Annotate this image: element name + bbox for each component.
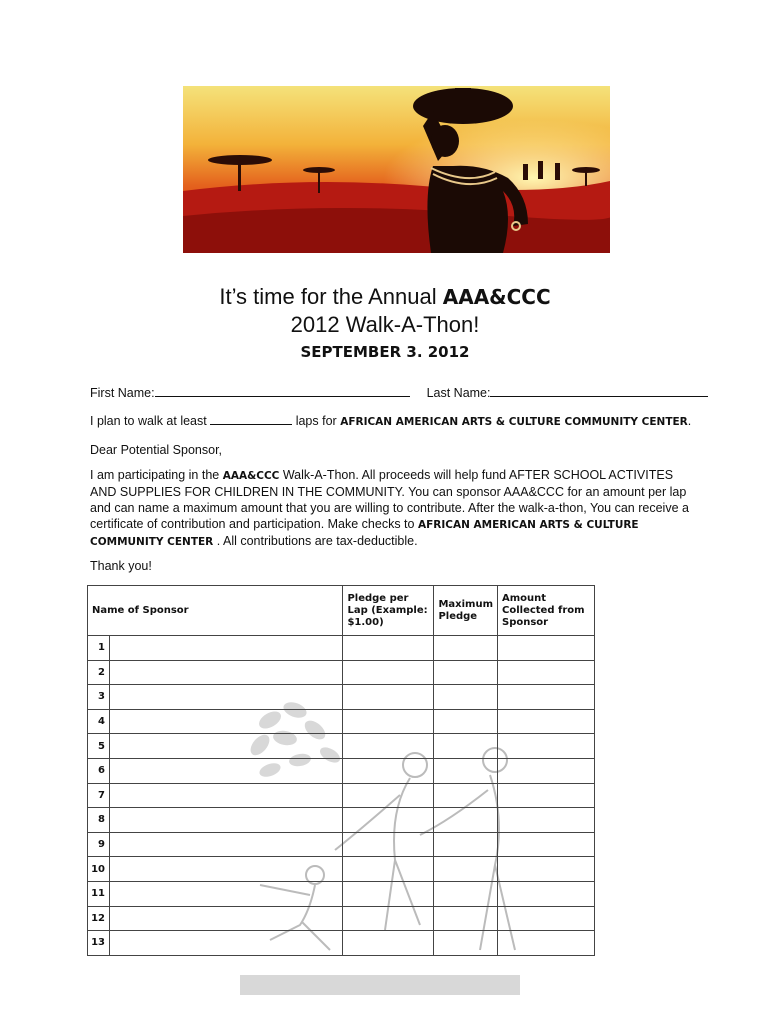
- letter-org-short: AAA&CCC: [222, 470, 280, 482]
- sponsor-name-cell[interactable]: [110, 881, 343, 906]
- max-cell[interactable]: [434, 685, 498, 710]
- letter-org-full: AFRICAN AMERICAN ARTS & CULTURE COMMUNITY CENTER: [90, 519, 639, 548]
- table-row: [88, 685, 595, 710]
- row-number: 8: [88, 808, 110, 833]
- table-header-row: [88, 586, 595, 636]
- table-row: [88, 906, 595, 931]
- letter-text-b: Walk-A-Thon. All proceeds will help fund AFTER SCHOOL ACTIVITES AND SUPPLIES FOR CHILDREN IN THE COMMUNITY. You can sponsor AAA&CCC for an amount per lap and can name a maximum amount that you are willing to contribute. After the walk-a-thon, You can receive a certificate of contribution and participation. Make checks to: [90, 468, 689, 531]
- sponsor-name-cell[interactable]: [110, 660, 343, 685]
- table-row: [88, 857, 595, 882]
- amount-cell[interactable]: [498, 660, 595, 685]
- last-name-field[interactable]: [490, 386, 708, 397]
- max-cell[interactable]: [434, 808, 498, 833]
- row-number: 3: [88, 685, 110, 710]
- row-number: 7: [88, 783, 110, 808]
- african-woman-sunset-icon: [183, 86, 610, 253]
- table-row: [88, 734, 595, 759]
- pledge-cell[interactable]: [343, 931, 434, 956]
- header-amount-collected: Amount Collected from Sponsor: [498, 586, 595, 636]
- max-cell[interactable]: [434, 881, 498, 906]
- max-cell[interactable]: [434, 636, 498, 661]
- pledge-cell[interactable]: [343, 906, 434, 931]
- pledge-cell[interactable]: [343, 881, 434, 906]
- laps-line: [90, 414, 691, 428]
- pledge-cell[interactable]: [343, 660, 434, 685]
- amount-cell[interactable]: [498, 808, 595, 833]
- amount-cell[interactable]: [498, 734, 595, 759]
- pledge-cell[interactable]: [343, 709, 434, 734]
- header-pledge-per-lap: Pledge per Lap (Example: $1.00): [343, 586, 434, 636]
- event-date: SEPTEMBER 3. 2012: [300, 343, 470, 361]
- letter-text-a: I am participating in the: [90, 468, 223, 482]
- last-name-label: Last Name:: [426, 386, 491, 400]
- table-row: [88, 783, 595, 808]
- max-cell[interactable]: [434, 931, 498, 956]
- pledge-cell[interactable]: [343, 758, 434, 783]
- row-number: 6: [88, 758, 110, 783]
- sponsor-name-cell[interactable]: [110, 832, 343, 857]
- table-row: [88, 636, 595, 661]
- org-name: AFRICAN AMERICAN ARTS & CULTURE COMMUNITY CENTER: [340, 416, 688, 428]
- pledge-cell[interactable]: [343, 636, 434, 661]
- pledge-cell[interactable]: [343, 857, 434, 882]
- row-number: 9: [88, 832, 110, 857]
- amount-cell[interactable]: [498, 931, 595, 956]
- sponsor-table: [87, 585, 595, 956]
- max-cell[interactable]: [434, 857, 498, 882]
- period: .: [687, 414, 692, 428]
- max-cell[interactable]: [434, 832, 498, 857]
- pledge-cell[interactable]: [343, 783, 434, 808]
- max-cell[interactable]: [434, 660, 498, 685]
- max-cell[interactable]: [434, 758, 498, 783]
- pledge-cell[interactable]: [343, 808, 434, 833]
- row-number: 2: [88, 660, 110, 685]
- table-row: [88, 758, 595, 783]
- table-row: [88, 808, 595, 833]
- amount-cell[interactable]: [498, 709, 595, 734]
- letter-text-c: . All contributions are tax-deductible.: [213, 534, 418, 548]
- title-line-2: 2012 Walk-A-Thon!: [290, 312, 480, 337]
- sponsor-name-cell[interactable]: [110, 758, 343, 783]
- sponsor-name-cell[interactable]: [110, 685, 343, 710]
- sponsor-name-cell[interactable]: [110, 734, 343, 759]
- amount-cell[interactable]: [498, 685, 595, 710]
- max-cell[interactable]: [434, 709, 498, 734]
- name-fields-line: [90, 386, 708, 400]
- max-cell[interactable]: [434, 906, 498, 931]
- laps-field[interactable]: [210, 414, 292, 425]
- header-maximum-pledge: Maximum Pledge: [434, 586, 498, 636]
- amount-cell[interactable]: [498, 881, 595, 906]
- title-line-1: It’s time for the Annual AAA&CCC: [219, 284, 551, 309]
- max-cell[interactable]: [434, 783, 498, 808]
- row-number: 10: [88, 857, 110, 882]
- pledge-cell[interactable]: [343, 685, 434, 710]
- amount-cell[interactable]: [498, 832, 595, 857]
- table-row: [88, 709, 595, 734]
- table-row: [88, 931, 595, 956]
- row-number: 5: [88, 734, 110, 759]
- first-name-label: First Name:: [90, 386, 155, 400]
- max-cell[interactable]: [434, 734, 498, 759]
- header-banner-image: [183, 86, 610, 253]
- letter-body: [90, 467, 700, 550]
- letter-thanks: Thank you!: [90, 559, 152, 573]
- pledge-cell[interactable]: [343, 734, 434, 759]
- first-name-field[interactable]: [155, 386, 410, 397]
- table-row: [88, 660, 595, 685]
- row-number: 11: [88, 881, 110, 906]
- amount-cell[interactable]: [498, 783, 595, 808]
- header-name-of-sponsor: Name of Sponsor: [88, 586, 343, 636]
- table-row: [88, 832, 595, 857]
- sponsor-name-cell[interactable]: [110, 808, 343, 833]
- row-number: 4: [88, 709, 110, 734]
- sponsor-name-cell[interactable]: [110, 783, 343, 808]
- pledge-cell[interactable]: [343, 832, 434, 857]
- sponsor-name-cell[interactable]: [110, 906, 343, 931]
- letter-greeting: Dear Potential Sponsor,: [90, 443, 223, 457]
- sponsor-name-cell[interactable]: [110, 857, 343, 882]
- sponsor-name-cell[interactable]: [110, 931, 343, 956]
- table-row: [88, 881, 595, 906]
- amount-cell[interactable]: [498, 758, 595, 783]
- sponsor-name-cell[interactable]: [110, 636, 343, 661]
- row-number: 1: [88, 636, 110, 661]
- laps-prefix: I plan to walk at least: [90, 414, 207, 428]
- row-number: 12: [88, 906, 110, 931]
- sponsor-name-cell[interactable]: [110, 709, 343, 734]
- amount-cell[interactable]: [498, 857, 595, 882]
- amount-cell[interactable]: [498, 906, 595, 931]
- amount-cell[interactable]: [498, 636, 595, 661]
- row-number: 13: [88, 931, 110, 956]
- laps-middle: laps for: [295, 414, 337, 428]
